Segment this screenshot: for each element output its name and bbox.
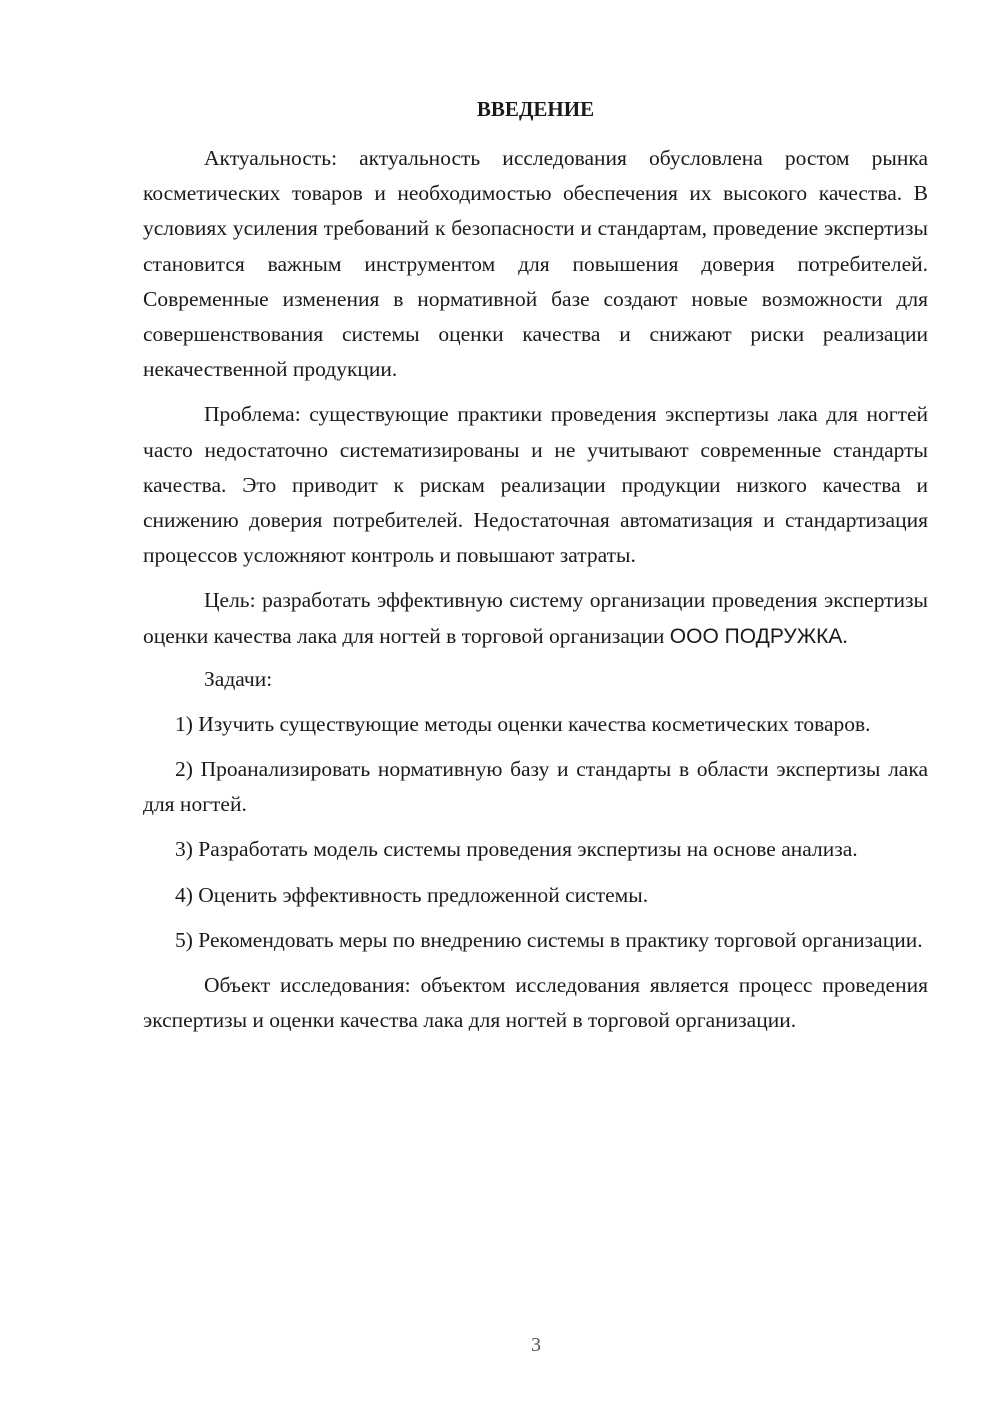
- goal-period: .: [842, 623, 848, 648]
- section-title: ВВЕДЕНИЕ: [476, 97, 595, 121]
- task-item-5: 5) Рекомендовать меры по внедрению системы в практику торговой организации.: [175, 927, 923, 952]
- paragraph-object: Объект исследования: объектом исследования является процесс проведения экспертизы и оценки качества лака для ногтей в торговой организации.: [143, 973, 928, 1033]
- task-item-1: 1) Изучить существующие методы оценки качества косметических товаров.: [175, 711, 871, 736]
- document-page: [143, 92, 928, 1048]
- tasks-heading: Задачи:: [204, 666, 273, 691]
- task-item-4: 4) Оценить эффективность предложенной системы.: [175, 882, 649, 907]
- goal-text: Цель: разработать эффективную систему организации проведения экспертизы оценки качества лака для ногтей в торговой организации: [143, 588, 928, 648]
- paragraph-goal: [143, 583, 928, 653]
- goal-company-name: ООО ПОДРУЖКА: [669, 624, 843, 648]
- paragraph-problem: Проблема: существующие практики проведения экспертизы лака для ногтей часто недостаточно систематизированы и не учитывают современные стандарты качества. Это приводит к рискам реализации продукции низкого качества и снижению доверия потребителей. Недостаточная автоматизация и стандартизация процессов усложняют контроль и повышают затраты.: [143, 402, 928, 568]
- page-number: 3: [531, 1334, 541, 1356]
- task-item-3: 3) Разработать модель системы проведения экспертизы на основе анализа.: [175, 837, 858, 862]
- task-item-2: 2) Проанализировать нормативную базу и стандарты в области экспертизы лака для ногтей.: [143, 757, 928, 817]
- paragraph-relevance: Актуальность: актуальность исследования обусловлена ростом рынка косметических товаров и необходимостью обеспечения их высокого качества. В условиях усиления требований к безопасности и стандартам, проведение экспертизы становится важным инструментом для повышения доверия потребителей. Современные изменения в нормативной базе создают новые возможности для совершенствования системы оценки качества и снижают риски реализации некачественной продукции.: [143, 146, 928, 382]
